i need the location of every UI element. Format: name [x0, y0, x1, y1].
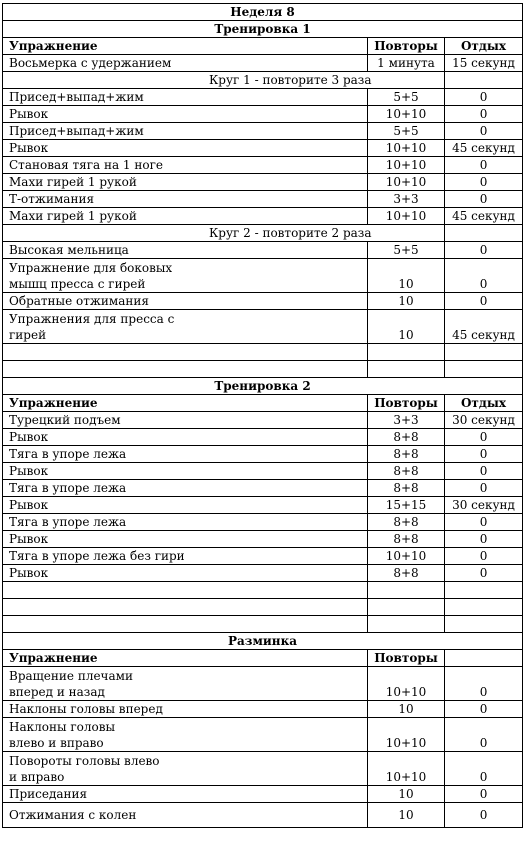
exercise-reps: 8+8 [368, 446, 445, 463]
empty-row [3, 344, 523, 361]
exercise-reps: 10 [368, 701, 445, 718]
exercise-rest: 0 [445, 480, 523, 497]
table-row [3, 667, 523, 701]
exercise-name: Наклоны головы вперед [3, 701, 368, 718]
exercise-reps: 10+10 [368, 208, 445, 225]
table-row [3, 718, 523, 752]
round2-label: Круг 2 - повторите 2 раза [203, 225, 445, 242]
exercise-reps: 8+8 [368, 463, 445, 480]
col-exercise-header: Упражнение [3, 395, 368, 412]
round2-label-row [3, 225, 523, 242]
empty-row [3, 616, 523, 633]
workout2-title: Тренировка 2 [3, 378, 523, 395]
exercise-name: Рывок [3, 497, 368, 514]
exercise-name: Рывок [3, 531, 368, 548]
exercise-rest: 0 [445, 463, 523, 480]
exercise-reps: 3+3 [368, 412, 445, 429]
workout1-title: Тренировка 1 [3, 21, 523, 38]
table-row [3, 548, 523, 565]
table-row [3, 174, 523, 191]
table-row [3, 480, 523, 497]
workout1-header-row [3, 38, 523, 55]
exercise-rest: 45 секунд [445, 140, 523, 157]
table-row [3, 55, 523, 72]
round1-label-row [3, 72, 523, 89]
col-exercise-header: Упражнение [3, 38, 368, 55]
exercise-reps: 10+10 [368, 548, 445, 565]
week-title: Неделя 8 [3, 4, 523, 21]
exercise-reps: 10 [368, 310, 445, 344]
exercise-rest: 45 секунд [445, 208, 523, 225]
exercise-name: Тяга в упоре лежа без гири [3, 548, 368, 565]
exercise-rest: 0 [445, 174, 523, 191]
table-row [3, 752, 523, 786]
empty-row [3, 582, 523, 599]
warmup-header-row [3, 650, 523, 667]
exercise-rest: 0 [445, 718, 523, 752]
exercise-name: Приседания [3, 786, 368, 803]
week-title-row [3, 4, 523, 21]
exercise-name: Присед+выпад+жим [3, 123, 368, 140]
exercise-name: Тяга в упоре лежа [3, 446, 368, 463]
exercise-reps: 10+10 [368, 106, 445, 123]
exercise-reps: 10 [368, 259, 445, 293]
exercise-reps: 10 [368, 786, 445, 803]
exercise-rest: 0 [445, 786, 523, 803]
exercise-reps: 1 минута [368, 55, 445, 72]
exercise-reps: 8+8 [368, 429, 445, 446]
table-row [3, 259, 523, 293]
col-reps-header: Повторы [368, 38, 445, 55]
exercise-name: Обратные отжимания [3, 293, 368, 310]
exercise-rest: 30 секунд [445, 412, 523, 429]
exercise-rest: 0 [445, 531, 523, 548]
exercise-rest: 0 [445, 514, 523, 531]
exercise-name: Становая тяга на 1 ноге [3, 157, 368, 174]
table-row [3, 701, 523, 718]
exercise-reps: 15+15 [368, 497, 445, 514]
workout1-title-row [3, 21, 523, 38]
exercise-reps: 10+10 [368, 667, 445, 701]
exercise-rest: 0 [445, 123, 523, 140]
exercise-name: Высокая мельница [3, 242, 368, 259]
table-row [3, 446, 523, 463]
exercise-reps: 10 [368, 293, 445, 310]
table-row [3, 497, 523, 514]
col-reps-header: Повторы [368, 650, 445, 667]
exercise-name: Рывок [3, 429, 368, 446]
exercise-name: Упражнение для боковых мышц пресса с гирей [3, 259, 368, 293]
exercise-reps: 3+3 [368, 191, 445, 208]
exercise-name: Тяга в упоре лежа [3, 480, 368, 497]
exercise-reps: 5+5 [368, 242, 445, 259]
exercise-reps: 8+8 [368, 531, 445, 548]
exercise-rest: 0 [445, 106, 523, 123]
exercise-name: Тяга в упоре лежа [3, 514, 368, 531]
workout2-title-row [3, 378, 523, 395]
exercise-name: Рывок [3, 565, 368, 582]
exercise-rest: 0 [445, 548, 523, 565]
table-row [3, 157, 523, 174]
exercise-reps: 5+5 [368, 123, 445, 140]
table-row [3, 106, 523, 123]
col-rest-header: Отдых [445, 38, 523, 55]
table-row [3, 463, 523, 480]
exercise-name: Турецкий подъем [3, 412, 368, 429]
table-row [3, 208, 523, 225]
round1-label: Круг 1 - повторите 3 раза [203, 72, 445, 89]
table-row [3, 310, 523, 344]
exercise-name: Наклоны головы влево и вправо [3, 718, 368, 752]
warmup-title-row [3, 633, 523, 650]
exercise-name: Присед+выпад+жим [3, 89, 368, 106]
exercise-rest: 0 [445, 446, 523, 463]
exercise-rest: 45 секунд [445, 310, 523, 344]
table-row [3, 412, 523, 429]
exercise-name: Упражнения для пресса с гирей [3, 310, 368, 344]
empty-row [3, 599, 523, 616]
exercise-reps: 10+10 [368, 174, 445, 191]
col-reps-header: Повторы [368, 395, 445, 412]
exercise-name: Рывок [3, 140, 368, 157]
exercise-reps: 10+10 [368, 157, 445, 174]
table-row [3, 565, 523, 582]
exercise-reps: 8+8 [368, 565, 445, 582]
table-row [3, 123, 523, 140]
exercise-rest: 0 [445, 701, 523, 718]
exercise-reps: 10 [368, 803, 445, 828]
table-row [3, 803, 523, 828]
exercise-rest: 0 [445, 752, 523, 786]
exercise-rest: 0 [445, 157, 523, 174]
table-row [3, 191, 523, 208]
exercise-rest: 0 [445, 293, 523, 310]
table-row [3, 429, 523, 446]
col-exercise-header: Упражнение [3, 650, 368, 667]
exercise-reps: 10+10 [368, 718, 445, 752]
table-row [3, 531, 523, 548]
exercise-rest: 15 секунд [445, 55, 523, 72]
exercise-name: Рывок [3, 463, 368, 480]
exercise-name: Махи гирей 1 рукой [3, 174, 368, 191]
exercise-rest: 0 [445, 667, 523, 701]
exercise-reps: 10+10 [368, 752, 445, 786]
exercise-name: Повороты головы влево и вправо [3, 752, 368, 786]
exercise-rest: 0 [445, 429, 523, 446]
exercise-rest: 0 [445, 259, 523, 293]
exercise-rest: 30 секунд [445, 497, 523, 514]
exercise-rest: 0 [445, 242, 523, 259]
table-row [3, 89, 523, 106]
exercise-name: Махи гирей 1 рукой [3, 208, 368, 225]
empty-row [3, 361, 523, 378]
exercise-name: Отжимания с колен [3, 803, 368, 828]
table-row [3, 293, 523, 310]
table-row [3, 242, 523, 259]
exercise-name: Вращение плечами вперед и назад [3, 667, 368, 701]
exercise-rest: 0 [445, 803, 523, 828]
exercise-reps: 5+5 [368, 89, 445, 106]
col-rest-header: Отдых [445, 395, 523, 412]
exercise-name: Т-отжимания [3, 191, 368, 208]
exercise-rest: 0 [445, 565, 523, 582]
exercise-reps: 10+10 [368, 140, 445, 157]
exercise-reps: 8+8 [368, 480, 445, 497]
workout2-header-row [3, 395, 523, 412]
table-row [3, 140, 523, 157]
workout-plan-table [2, 3, 523, 828]
exercise-reps: 8+8 [368, 514, 445, 531]
exercise-name: Восьмерка с удержанием [3, 55, 368, 72]
table-row [3, 786, 523, 803]
warmup-title: Разминка [3, 633, 523, 650]
table-row [3, 514, 523, 531]
exercise-rest: 0 [445, 89, 523, 106]
exercise-name: Рывок [3, 106, 368, 123]
exercise-rest: 0 [445, 191, 523, 208]
